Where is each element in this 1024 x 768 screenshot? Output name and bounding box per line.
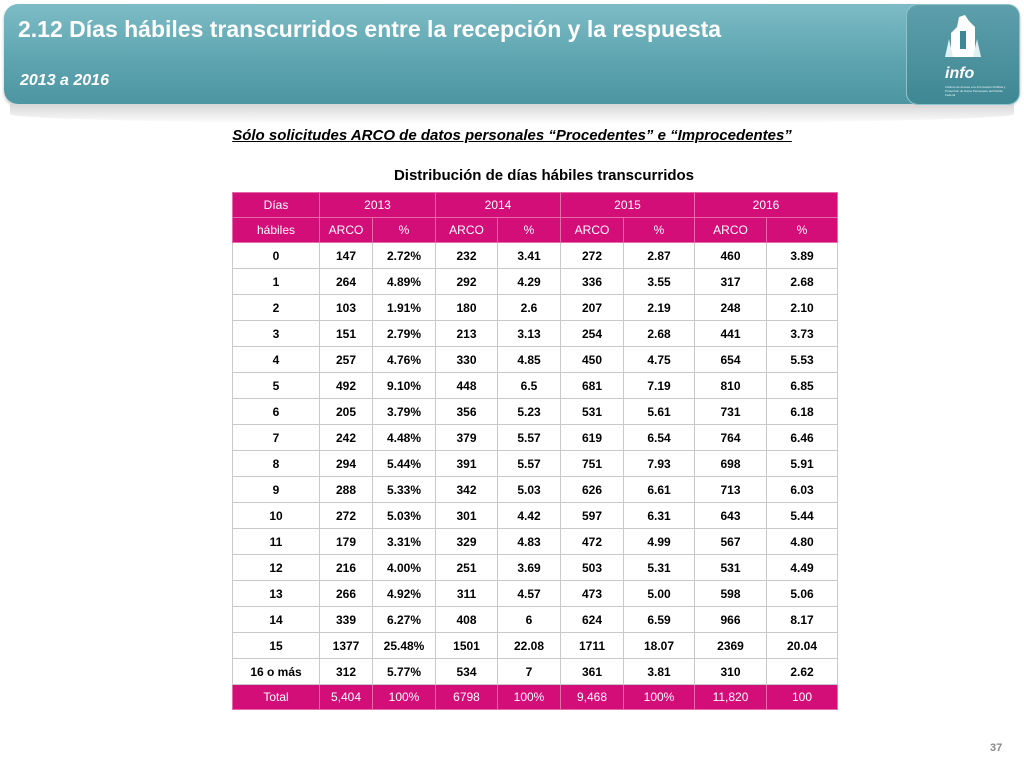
value-cell: 6.31 [624,503,695,529]
page-number: 37 [990,742,1003,754]
value-cell: 216 [320,555,373,581]
banner-shadow [10,104,1014,124]
value-cell: 534 [436,659,498,685]
value-cell: 3.31% [373,529,436,555]
value-cell: 450 [561,347,624,373]
table-row [233,373,838,399]
logo-tagline: Instituto de Acceso a la Información Pública y Protección de Datos Personales del Distrito Federal [945,85,1006,97]
value-cell: 2.72% [373,243,436,269]
value-cell: 4.99 [624,529,695,555]
value-cell: 251 [436,555,498,581]
value-cell: 264 [320,269,373,295]
value-cell: 356 [436,399,498,425]
days-cell: 5 [233,373,320,399]
value-cell: 4.42 [498,503,561,529]
value-cell: 254 [561,321,624,347]
table-row [233,607,838,633]
value-cell: 2.62 [767,659,838,685]
header-cell: 2016 [695,193,838,218]
value-cell: 20.04 [767,633,838,659]
value-cell: 1711 [561,633,624,659]
value-cell: 1501 [436,633,498,659]
total-cell: 6798 [436,685,498,710]
value-cell: 3.81 [624,659,695,685]
value-cell: 336 [561,269,624,295]
header-cell: % [498,218,561,243]
value-cell: 681 [561,373,624,399]
value-cell: 643 [695,503,767,529]
header-cell: ARCO [695,218,767,243]
total-cell: 100% [624,685,695,710]
table-row [233,399,838,425]
table-row [233,425,838,451]
value-cell: 1.91% [373,295,436,321]
total-cell: 5,404 [320,685,373,710]
value-cell: 966 [695,607,767,633]
days-cell: 6 [233,399,320,425]
days-cell: 13 [233,581,320,607]
value-cell: 266 [320,581,373,607]
value-cell: 5.57 [498,425,561,451]
value-cell: 25.48% [373,633,436,659]
value-cell: 5.91 [767,451,838,477]
days-cell: 8 [233,451,320,477]
value-cell: 179 [320,529,373,555]
days-cell: 15 [233,633,320,659]
value-cell: 301 [436,503,498,529]
header-cell: Días [233,193,320,218]
header-cell: ARCO [320,218,373,243]
value-cell: 147 [320,243,373,269]
table-row [233,347,838,373]
value-cell: 408 [436,607,498,633]
value-cell: 180 [436,295,498,321]
table-row [233,295,838,321]
value-cell: 232 [436,243,498,269]
value-cell: 272 [320,503,373,529]
value-cell: 339 [320,607,373,633]
value-cell: 213 [436,321,498,347]
value-cell: 4.49 [767,555,838,581]
value-cell: 626 [561,477,624,503]
total-cell: 11,820 [695,685,767,710]
value-cell: 4.00% [373,555,436,581]
days-cell: 9 [233,477,320,503]
total-row [233,685,838,710]
value-cell: 4.57 [498,581,561,607]
days-cell: 4 [233,347,320,373]
days-cell: 14 [233,607,320,633]
value-cell: 2.10 [767,295,838,321]
value-cell: 4.85 [498,347,561,373]
header-cell: ARCO [436,218,498,243]
value-cell: 6.46 [767,425,838,451]
value-cell: 731 [695,399,767,425]
value-cell: 4.89% [373,269,436,295]
value-cell: 5.06 [767,581,838,607]
value-cell: 713 [695,477,767,503]
value-cell: 5.53 [767,347,838,373]
page-subtitle: 2013 a 2016 [20,72,109,89]
table-row [233,529,838,555]
value-cell: 5.77% [373,659,436,685]
header-cell: % [624,218,695,243]
table-row [233,321,838,347]
value-cell: 567 [695,529,767,555]
value-cell: 6.85 [767,373,838,399]
value-cell: 6.61 [624,477,695,503]
value-cell: 654 [695,347,767,373]
table-row [233,555,838,581]
table-row [233,659,838,685]
value-cell: 460 [695,243,767,269]
value-cell: 3.69 [498,555,561,581]
value-cell: 531 [695,555,767,581]
value-cell: 205 [320,399,373,425]
value-cell: 3.89 [767,243,838,269]
total-cell: 100 [767,685,838,710]
value-cell: 6.59 [624,607,695,633]
value-cell: 22.08 [498,633,561,659]
value-cell: 6.5 [498,373,561,399]
value-cell: 2.79% [373,321,436,347]
table-row [233,477,838,503]
table-body [233,243,838,685]
value-cell: 294 [320,451,373,477]
value-cell: 503 [561,555,624,581]
value-cell: 5.57 [498,451,561,477]
header-cell: hábiles [233,218,320,243]
total-cell: 100% [373,685,436,710]
value-cell: 5.03% [373,503,436,529]
value-cell: 9.10% [373,373,436,399]
value-cell: 310 [695,659,767,685]
value-cell: 5.61 [624,399,695,425]
value-cell: 5.44% [373,451,436,477]
value-cell: 292 [436,269,498,295]
section-heading: Sólo solicitudes ARCO de datos personales “Procedentes” e “Improcedentes” [232,127,792,144]
value-cell: 2.6 [498,295,561,321]
value-cell: 698 [695,451,767,477]
value-cell: 272 [561,243,624,269]
value-cell: 5.33% [373,477,436,503]
value-cell: 6.18 [767,399,838,425]
value-cell: 6.03 [767,477,838,503]
value-cell: 5.00 [624,581,695,607]
value-cell: 2.19 [624,295,695,321]
total-cell: 9,468 [561,685,624,710]
value-cell: 329 [436,529,498,555]
page-title: 2.12 Días hábiles transcurridos entre la recepción y la respuesta [18,16,722,42]
value-cell: 242 [320,425,373,451]
days-cell: 12 [233,555,320,581]
value-cell: 441 [695,321,767,347]
value-cell: 6.54 [624,425,695,451]
value-cell: 8.17 [767,607,838,633]
value-cell: 531 [561,399,624,425]
value-cell: 810 [695,373,767,399]
header-cell: ARCO [561,218,624,243]
table-row [233,243,838,269]
value-cell: 3.73 [767,321,838,347]
days-cell: 0 [233,243,320,269]
value-cell: 151 [320,321,373,347]
value-cell: 18.07 [624,633,695,659]
days-cell: 11 [233,529,320,555]
days-cell: 2 [233,295,320,321]
header-cell: 2015 [561,193,695,218]
value-cell: 342 [436,477,498,503]
value-cell: 6.27% [373,607,436,633]
value-cell: 3.13 [498,321,561,347]
table-row [233,503,838,529]
value-cell: 207 [561,295,624,321]
total-cell: Total [233,685,320,710]
info-logo [906,4,1020,105]
header-cell: 2014 [436,193,561,218]
value-cell: 5.31 [624,555,695,581]
value-cell: 7 [498,659,561,685]
value-cell: 4.29 [498,269,561,295]
value-cell: 2.68 [624,321,695,347]
header-cell: % [373,218,436,243]
logo-text: info [945,65,975,82]
value-cell: 3.79% [373,399,436,425]
value-cell: 5.44 [767,503,838,529]
days-cell: 10 [233,503,320,529]
value-cell: 2.68 [767,269,838,295]
value-cell: 492 [320,373,373,399]
table-caption: Distribución de días hábiles transcurridos [393,167,695,184]
value-cell: 248 [695,295,767,321]
value-cell: 330 [436,347,498,373]
days-cell: 16 o más [233,659,320,685]
table-row [233,581,838,607]
value-cell: 311 [436,581,498,607]
value-cell: 473 [561,581,624,607]
days-cell: 1 [233,269,320,295]
header-row-columns [233,218,838,243]
value-cell: 448 [436,373,498,399]
value-cell: 764 [695,425,767,451]
value-cell: 751 [561,451,624,477]
total-cell: 100% [498,685,561,710]
value-cell: 3.41 [498,243,561,269]
value-cell: 361 [561,659,624,685]
header-cell: % [767,218,838,243]
value-cell: 472 [561,529,624,555]
value-cell: 288 [320,477,373,503]
value-cell: 5.23 [498,399,561,425]
header-row-years [233,193,838,218]
value-cell: 6 [498,607,561,633]
value-cell: 624 [561,607,624,633]
header-cell: 2013 [320,193,436,218]
table-row [233,451,838,477]
value-cell: 4.80 [767,529,838,555]
value-cell: 619 [561,425,624,451]
value-cell: 2369 [695,633,767,659]
value-cell: 7.93 [624,451,695,477]
value-cell: 598 [695,581,767,607]
value-cell: 597 [561,503,624,529]
value-cell: 3.55 [624,269,695,295]
value-cell: 4.48% [373,425,436,451]
value-cell: 379 [436,425,498,451]
value-cell: 4.92% [373,581,436,607]
value-cell: 103 [320,295,373,321]
value-cell: 257 [320,347,373,373]
days-distribution-table [232,192,838,710]
value-cell: 7.19 [624,373,695,399]
value-cell: 4.75 [624,347,695,373]
value-cell: 4.76% [373,347,436,373]
value-cell: 1377 [320,633,373,659]
value-cell: 2.87 [624,243,695,269]
table-row [233,269,838,295]
value-cell: 391 [436,451,498,477]
days-cell: 7 [233,425,320,451]
value-cell: 317 [695,269,767,295]
value-cell: 5.03 [498,477,561,503]
days-cell: 3 [233,321,320,347]
value-cell: 312 [320,659,373,685]
table-row [233,633,838,659]
value-cell: 4.83 [498,529,561,555]
